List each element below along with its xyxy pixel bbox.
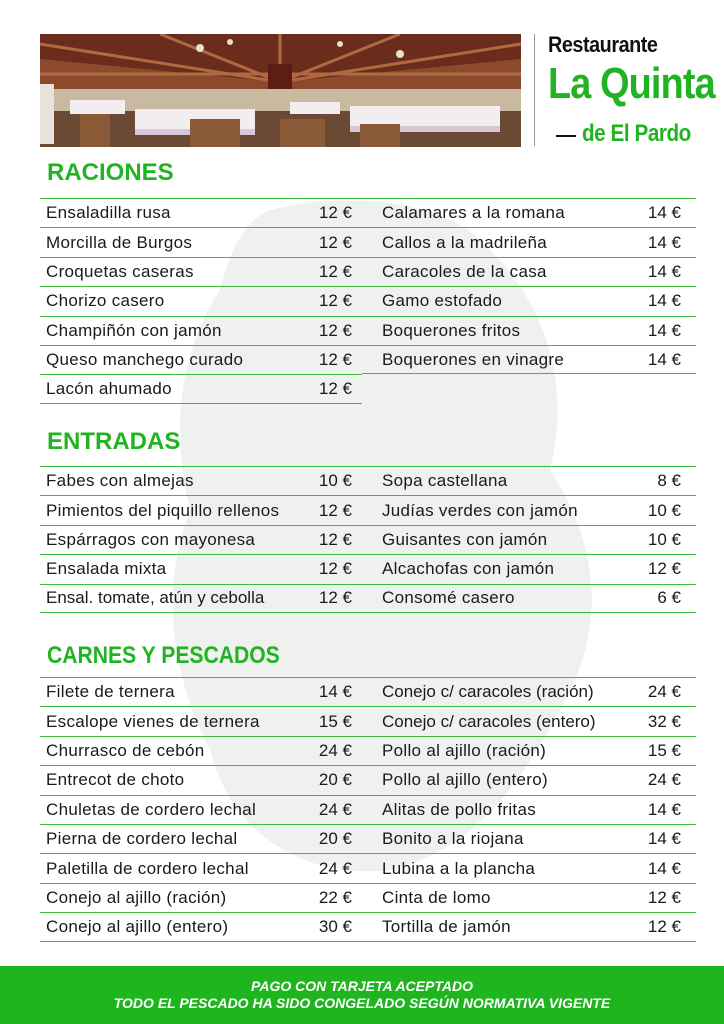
item-name: Morcilla de Burgos [46, 232, 193, 252]
menu-item [362, 525, 696, 554]
menu-item [362, 824, 696, 853]
menu-item [40, 554, 362, 583]
item-name: Espárragos con mayonesa [46, 529, 256, 549]
item-name: Alcachofas con jamón [382, 559, 555, 579]
item-name: Lacón ahumado [46, 379, 172, 399]
menu-item [40, 227, 362, 256]
item-price: 24 € [318, 740, 352, 760]
footer-fish-notice: TODO EL PESCADO HA SIDO CONGELADO SEGÚN NORMATIVA VIGENTE [113, 995, 611, 1011]
dining-room-photo [40, 34, 521, 147]
item-price: 12 € [318, 500, 352, 520]
item-price: 12 € [318, 320, 352, 340]
footer-banner [0, 966, 724, 1024]
menu-item [362, 466, 696, 495]
item-name: Filete de ternera [46, 682, 175, 702]
menu-item [40, 466, 362, 495]
item-name: Queso manchego curado [46, 350, 244, 370]
item-price: 6 € [657, 588, 681, 608]
item-name: Alitas de pollo fritas [382, 799, 537, 819]
item-name: Conejo c/ caracoles (entero) [382, 711, 596, 731]
item-price: 10 € [647, 500, 681, 520]
menu-item [362, 912, 696, 941]
item-name: Gamo estofado [382, 291, 503, 311]
item-name: Entrecot de choto [46, 770, 185, 790]
section-raciones [40, 158, 696, 399]
menu-item [40, 883, 362, 912]
menu-item [362, 316, 696, 345]
menu-item [362, 853, 696, 882]
item-name: Chuletas de cordero lechal [46, 799, 257, 819]
item-name: Conejo al ajillo (entero) [46, 916, 229, 936]
item-price: 14 € [647, 829, 681, 849]
menu-item [362, 584, 696, 613]
menu-item [362, 345, 696, 374]
item-name: Pollo al ajillo (ración) [382, 740, 547, 760]
restaurant-logo [534, 30, 715, 154]
item-price: 14 € [647, 291, 681, 311]
item-price: 14 € [647, 203, 681, 223]
item-price: 12 € [647, 887, 681, 907]
menu-item [362, 286, 696, 315]
menu-table [40, 677, 696, 942]
item-name: Cinta de lomo [382, 887, 491, 907]
menu-item [40, 198, 362, 227]
item-price: 14 € [318, 682, 352, 702]
menu-item [40, 795, 362, 824]
item-price: 10 € [647, 529, 681, 549]
section-entradas [40, 427, 696, 608]
item-name: Conejo al ajillo (ración) [46, 887, 227, 907]
item-name: Ensalada mixta [46, 559, 167, 579]
item-price: 24 € [318, 799, 352, 819]
item-price: 12 € [318, 379, 352, 399]
item-price: 20 € [318, 770, 352, 790]
menu-table [40, 466, 696, 613]
item-name: Guisantes con jamón [382, 529, 548, 549]
item-price: 14 € [647, 799, 681, 819]
item-price: 14 € [647, 349, 681, 369]
menu-item [40, 257, 362, 286]
item-name: Boquerones fritos [382, 320, 521, 340]
item-price: 20 € [318, 829, 352, 849]
item-name: Consomé casero [382, 588, 515, 608]
menu-item [362, 554, 696, 583]
item-name: Pimientos del piquillo rellenos [46, 500, 280, 520]
item-name: Chorizo casero [46, 291, 165, 311]
item-price: 14 € [647, 858, 681, 878]
item-name: Sopa castellana [382, 471, 508, 491]
item-price: 12 € [318, 232, 352, 252]
menu-item [40, 677, 362, 706]
logo-name: La Quinta [548, 59, 715, 108]
menu-item [40, 286, 362, 315]
menu-item [362, 677, 696, 706]
item-price: 12 € [318, 203, 352, 223]
menu-item [40, 853, 362, 882]
logo-divider [534, 34, 535, 146]
item-name: Croquetas caseras [46, 261, 194, 281]
logo-subtitle: de El Pardo [582, 120, 691, 147]
item-price: 14 € [647, 261, 681, 281]
item-name: Tortilla de jamón [382, 916, 511, 936]
menu-item [40, 584, 362, 613]
menu-item [40, 495, 362, 524]
item-price: 12 € [647, 559, 681, 579]
item-price: 14 € [647, 232, 681, 252]
item-name: Judías verdes con jamón [382, 500, 578, 520]
footer-card-notice: PAGO CON TARJETA ACEPTADO [251, 978, 473, 994]
menu-item [40, 316, 362, 345]
logo-restaurante: Restaurante [548, 32, 658, 57]
menu-item [40, 706, 362, 735]
item-name: Ensal. tomate, atún y cebolla [46, 588, 265, 608]
item-name: Pierna de cordero lechal [46, 829, 238, 849]
item-name: Escalope vienes de ternera [46, 711, 260, 731]
item-price: 12 € [647, 916, 681, 936]
item-price: 12 € [318, 350, 352, 370]
menu-item [40, 824, 362, 853]
item-name: Churrasco de cebón [46, 740, 205, 760]
item-name: Bonito a la riojana [382, 829, 524, 849]
section-title: CARNES Y PESCADOS [47, 642, 280, 669]
menu-item [362, 227, 696, 256]
item-name: Champiñón con jamón [46, 320, 222, 340]
item-name: Ensaladilla rusa [46, 203, 171, 223]
menu-item [40, 525, 362, 554]
item-price: 24 € [647, 682, 681, 702]
menu-item [362, 706, 696, 735]
menu-item [362, 883, 696, 912]
menu-item [362, 198, 696, 227]
menu-item [362, 765, 696, 794]
item-name: Paletilla de cordero lechal [46, 858, 249, 878]
menu-item [40, 736, 362, 765]
item-price: 15 € [647, 740, 681, 760]
item-name: Lubina a la plancha [382, 858, 536, 878]
item-name: Pollo al ajillo (entero) [382, 770, 548, 790]
menu-table [40, 198, 696, 404]
item-name: Fabes con almejas [46, 471, 194, 491]
menu-item [40, 345, 362, 374]
item-price: 32 € [647, 711, 681, 731]
item-price: 22 € [318, 887, 352, 907]
item-name: Conejo c/ caracoles (ración) [382, 682, 594, 702]
item-price: 24 € [647, 770, 681, 790]
section-title: ENTRADAS [47, 428, 181, 455]
item-name: Calamares a la romana [382, 203, 565, 223]
menu-item [40, 374, 362, 403]
item-price: 30 € [318, 916, 352, 936]
menu-item [40, 912, 362, 941]
item-price: 12 € [318, 529, 352, 549]
item-price: 8 € [657, 471, 681, 491]
menu-item [362, 795, 696, 824]
menu-item [40, 765, 362, 794]
item-price: 14 € [647, 320, 681, 340]
item-price: 24 € [318, 858, 352, 878]
item-name: Callos a la madrileña [382, 232, 548, 252]
logo-dash [556, 135, 576, 137]
menu-item [362, 257, 696, 286]
section-title: RACIONES [47, 159, 174, 186]
item-price: 12 € [318, 559, 352, 579]
item-price: 10 € [318, 471, 352, 491]
item-price: 12 € [318, 291, 352, 311]
menu-item [362, 736, 696, 765]
section-carnes-y-pescados [40, 641, 696, 936]
item-price: 12 € [318, 588, 352, 608]
item-name: Caracoles de la casa [382, 261, 547, 281]
item-price: 15 € [318, 711, 352, 731]
item-name: Boquerones en vinagre [382, 349, 565, 369]
menu-item [362, 495, 696, 524]
item-price: 12 € [318, 261, 352, 281]
